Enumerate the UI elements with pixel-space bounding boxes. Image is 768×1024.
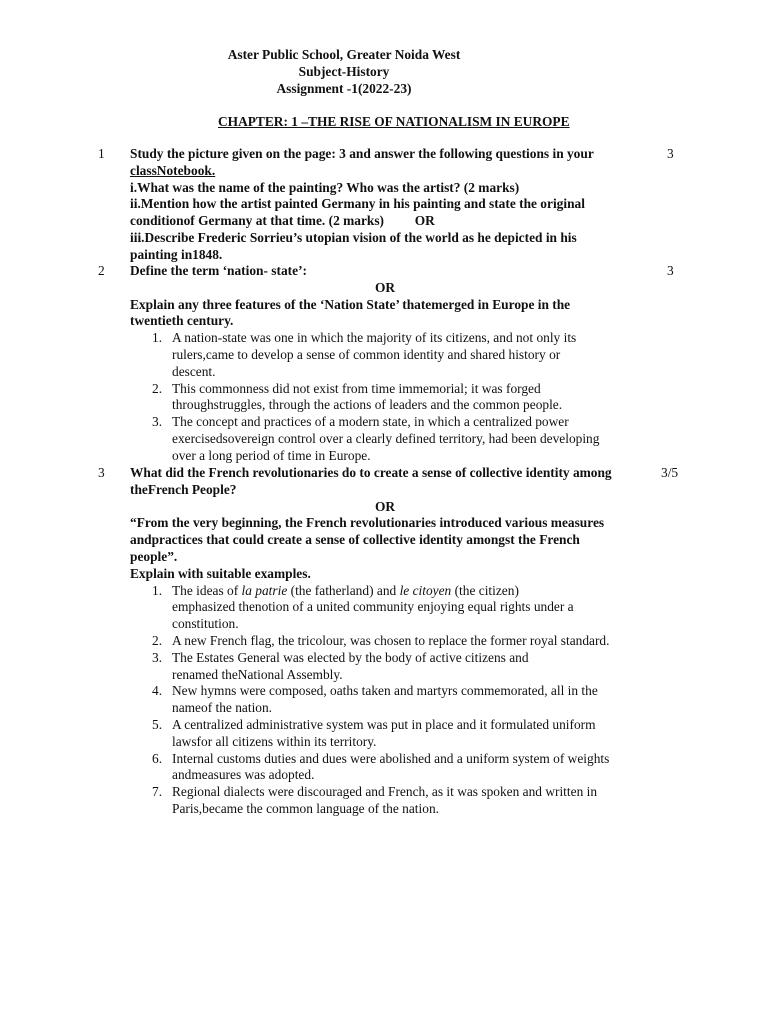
question-line: i.What was the name of the painting? Who was the artist? (2 marks) [130, 179, 520, 195]
question-alt-prompt: twentieth century. [130, 313, 234, 329]
list-number: 3. [152, 414, 163, 430]
answer-line: A centralized administrative system was put in place and it formulated uniform [172, 716, 596, 732]
question-number: 3 [98, 465, 105, 480]
list-number: 3. [152, 649, 163, 665]
question-quote: “From the very beginning, the French revolutionaries introduced various measures [130, 515, 605, 531]
answer-line: exercisedsovereign control over a clearly defined territory, had been developing [172, 430, 600, 446]
question-line: iii.Describe Frederic Sorrieu’s utopian vision of the world as he depicted in his [130, 229, 577, 245]
answer-line: descent. [172, 363, 216, 379]
question-line: ii.Mention how the artist painted Germany in his painting and state the original [130, 196, 585, 212]
list-item [130, 583, 650, 633]
question-text [130, 465, 650, 818]
or-label: OR [414, 213, 435, 229]
answer-line: The concept and practices of a modern state, in which a centralized power [172, 414, 569, 430]
question-instruction: Explain with suitable examples. [130, 565, 311, 581]
list-item [130, 330, 650, 380]
chapter-title: CHAPTER: 1 –THE RISE OF NATIONALISM IN EUROPE [218, 114, 570, 129]
list-item [130, 683, 650, 717]
school-name: Aster Public School, Greater Noida West [227, 47, 461, 62]
answer-line: Regional dialects were discouraged and French, as it was spoken and written in [172, 784, 598, 800]
question-line [130, 213, 630, 230]
answer-text: The ideas of [172, 582, 242, 598]
question-alt-prompt: Explain any three features of the ‘Nation State’ thatemerged in Europe in the [130, 296, 571, 312]
answer-line: emphasized thenotion of a united community enjoying equal rights under a [172, 599, 574, 615]
answer-line: throughstruggles, through the actions of leaders and the common people. [172, 397, 563, 413]
question-marks: 3 [667, 146, 674, 161]
list-item [130, 784, 650, 818]
list-item [130, 414, 650, 464]
question-number: 1 [98, 146, 105, 161]
answer-line: This commonness did not exist from time immemorial; it was forged [172, 380, 541, 396]
answer-line: andmeasures was adopted. [172, 767, 315, 783]
list-number: 1. [152, 582, 163, 598]
list-number: 6. [152, 750, 163, 766]
list-number: 4. [152, 683, 163, 699]
answer-text: (the fatherland) and [287, 582, 400, 598]
or-label: OR [374, 498, 396, 514]
list-item [130, 717, 650, 751]
answer-line: Internal customs duties and dues were abolished and a uniform system of weights [172, 750, 610, 766]
list-item [130, 633, 650, 650]
list-number: 1. [152, 330, 163, 346]
question-prompt: Define the term ‘nation- state’: [130, 263, 307, 278]
answer-line: New hymns were composed, oaths taken and martyrs commemorated, all in the [172, 683, 598, 699]
answer-line: rulers,came to develop a sense of common identity and shared history or [172, 346, 561, 362]
list-item [130, 751, 650, 785]
list-number: 2. [152, 380, 163, 396]
answer-line: renamed theNational Assembly. [172, 666, 343, 682]
list-number: 2. [152, 632, 163, 648]
question-marks: 3 [667, 263, 674, 278]
question-text [130, 263, 650, 465]
question-line: classNotebook. [130, 162, 216, 178]
assignment-line: Assignment -1(2022-23) [276, 81, 412, 96]
answer-line: A nation-state was one in which the majority of its citizens, and not only its [172, 330, 577, 346]
list-number: 7. [152, 784, 163, 800]
or-label: OR [374, 279, 396, 295]
answer-line: The Estates General was elected by the body of active citizens and [172, 649, 529, 665]
list-number: 5. [152, 716, 163, 732]
question-line: painting in1848. [130, 246, 223, 262]
subject-line: Subject-History [298, 64, 390, 79]
answer-list [130, 330, 650, 464]
list-item [130, 381, 650, 415]
answer-line: Paris,became the common language of the nation. [172, 800, 439, 816]
question-text [130, 146, 630, 264]
answer-line [172, 583, 650, 600]
answer-line: lawsfor all citizens within its territory. [172, 733, 377, 749]
term-le-citoyen: le citoyen [399, 582, 452, 598]
question-quote: andpractices that could create a sense of collective identity amongst the French [130, 532, 580, 548]
answer-line: constitution. [172, 616, 239, 632]
answer-line: nameof the nation. [172, 700, 273, 716]
question-prompt: theFrench People? [130, 481, 237, 497]
term-la-patrie: la patrie [241, 582, 288, 598]
question-number: 2 [98, 263, 105, 278]
question-marks: 3/5 [661, 465, 679, 480]
answer-list [130, 583, 650, 818]
list-item [130, 650, 650, 684]
document-header [0, 46, 688, 97]
question-line: Study the picture given on the page: 3 and answer the following questions in your [130, 146, 594, 161]
question-quote: people”. [130, 548, 178, 564]
answer-line: over a long period of time in Europe. [172, 447, 371, 463]
question-prompt: What did the French revolutionaries do to create a sense of collective identity among [130, 465, 612, 480]
question-line-part: conditionof Germany at that time. (2 marks) [130, 213, 385, 229]
answer-line: A new French flag, the tricolour, was chosen to replace the former royal standard. [172, 632, 610, 648]
answer-text: (the citizen) [451, 582, 519, 598]
